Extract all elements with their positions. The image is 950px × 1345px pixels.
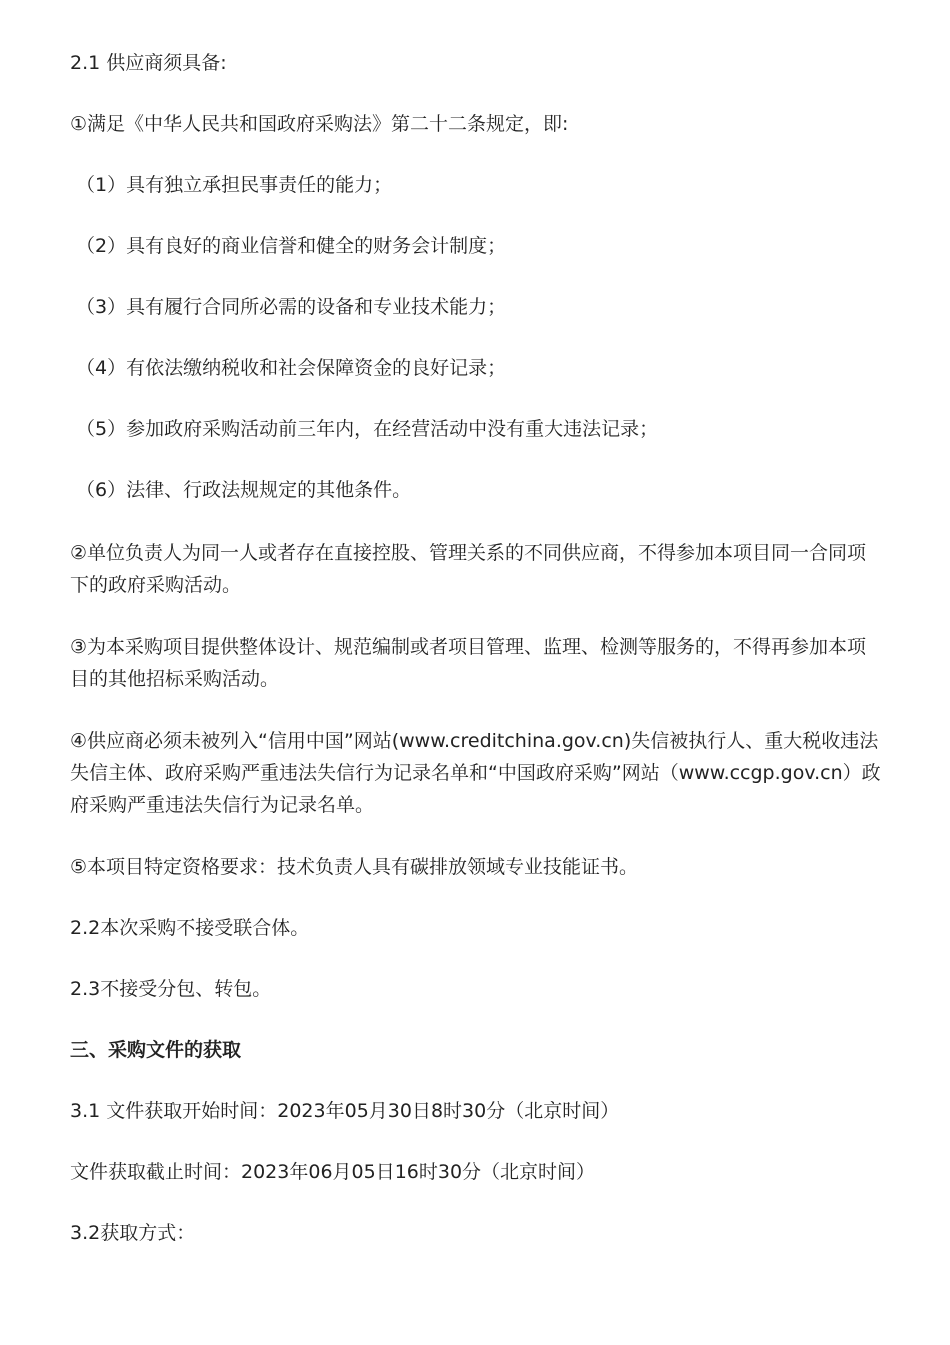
requirement-item-3: （3）具有履行合同所必需的设备和专业技术能力；	[76, 296, 507, 318]
document-start-time: 3.1 文件获取开始时间：2023年05月30日8时30分（北京时间）	[70, 1100, 620, 1122]
clause-4-credit-check: ④供应商必须未被列入“信用中国”网站(www.creditchina.gov.cn)失信被执行人、重大税收违法失信主体、政府采购严重违法失信行为记录名单和“中国政府采购”网站（www.ccgp.gov.cn）政府采购严重违法失信行为记录名单。	[70, 730, 881, 816]
document-end-time: 文件获取截止时间：2023年06月05日16时30分（北京时间）	[70, 1161, 596, 1183]
requirement-item-6: （6）法律、行政法规规定的其他条件。	[76, 479, 412, 501]
requirement-item-1: （1）具有独立承担民事责任的能力；	[76, 174, 393, 196]
no-consortium-clause: 2.2本次采购不接受联合体。	[70, 917, 310, 939]
requirement-item-4: （4）有依法缴纳税收和社会保障资金的良好记录；	[76, 357, 507, 379]
requirement-item-5: （5）参加政府采购活动前三年内，在经营活动中没有重大违法记录；	[76, 418, 659, 440]
requirement-item-2: （2）具有良好的商业信誉和健全的财务会计制度；	[76, 235, 507, 257]
procurement-law-clause: ①满足《中华人民共和国政府采购法》第二十二条规定，即:	[70, 113, 569, 135]
acquisition-method: 3.2获取方式：	[70, 1222, 196, 1244]
section-3-heading: 三、采购文件的获取	[70, 1039, 242, 1061]
clause-5-special-qualification: ⑤本项目特定资格要求：技术负责人具有碳排放领域专业技能证书。	[70, 856, 639, 878]
clause-2-related-suppliers: ②单位负责人为同一人或者存在直接控股、管理关系的不同供应商，不得参加本项目同一合同项下的政府采购活动。	[70, 542, 867, 596]
supplier-requirements-heading: 2.1 供应商须具备:	[70, 52, 227, 74]
clause-3-design-services: ③为本采购项目提供整体设计、规范编制或者项目管理、监理、检测等服务的，不得再参加本项目的其他招标采购活动。	[70, 636, 867, 690]
no-subcontract-clause: 2.3不接受分包、转包。	[70, 978, 272, 1000]
